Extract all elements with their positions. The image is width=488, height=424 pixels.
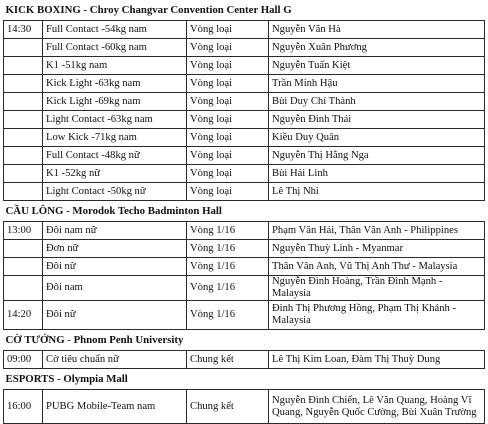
event-cell: Kick Light -63kg nam bbox=[43, 75, 187, 93]
table-row bbox=[4, 21, 485, 39]
round-cell: Vòng loại bbox=[187, 57, 269, 75]
event-cell: Đôi nam nữ bbox=[43, 222, 187, 240]
time-cell bbox=[4, 147, 43, 165]
section-header-kickboxing bbox=[4, 0, 485, 21]
event-cell: Light Contact -50kg nữ bbox=[43, 183, 187, 201]
table-row bbox=[4, 301, 485, 330]
time-cell bbox=[4, 111, 43, 129]
event-cell: Đôi nữ bbox=[43, 301, 187, 330]
round-cell: Vòng loại bbox=[187, 39, 269, 57]
athletes-cell: Nguyễn Xuân Phương bbox=[269, 39, 485, 57]
section-header-badminton bbox=[4, 201, 485, 222]
table-row bbox=[4, 57, 485, 75]
round-cell: Chung kết bbox=[187, 351, 269, 369]
athletes-cell: Lê Thị Kim Loan, Đàm Thị Thuỳ Dung bbox=[269, 351, 485, 369]
round-cell: Vòng loại bbox=[187, 75, 269, 93]
section-title: ESPORTS - Olympia Mall bbox=[4, 369, 485, 390]
athletes-cell: Thân Vân Anh, Vũ Thị Anh Thư - Malaysia bbox=[269, 258, 485, 276]
athletes-cell: Nguyễn Đình Chiến, Lê Văn Quang, Hoàng Vĩ Quang, Nguyễn Quốc Cường, Bùi Xuân Trường bbox=[269, 390, 485, 424]
round-cell: Vòng 1/16 bbox=[187, 276, 269, 301]
time-cell bbox=[4, 165, 43, 183]
round-cell: Vòng 1/16 bbox=[187, 240, 269, 258]
athletes-cell: Trần Minh Hậu bbox=[269, 75, 485, 93]
time-cell bbox=[4, 240, 43, 258]
athletes-cell: Nguyễn Thuỳ Linh - Myanmar bbox=[269, 240, 485, 258]
time-cell bbox=[4, 75, 43, 93]
time-cell bbox=[4, 258, 43, 276]
section-title: KICK BOXING - Chroy Changvar Convention Center Hall G bbox=[4, 0, 485, 21]
athletes-cell: Đinh Thị Phương Hồng, Phạm Thị Khánh - Malaysia bbox=[269, 301, 485, 330]
athletes-cell: Nguyễn Văn Hà bbox=[269, 21, 485, 39]
event-cell: Kick Light -69kg nam bbox=[43, 93, 187, 111]
table-row bbox=[4, 351, 485, 369]
schedule-table bbox=[3, 0, 485, 424]
event-cell: Full Contact -54kg nam bbox=[43, 21, 187, 39]
table-row bbox=[4, 93, 485, 111]
section-title: CẦU LÔNG - Morodok Techo Badminton Hall bbox=[4, 201, 485, 222]
event-cell: Full Contact -60kg nam bbox=[43, 39, 187, 57]
athletes-cell: Bùi Hải Linh bbox=[269, 165, 485, 183]
athletes-cell: Kiều Duy Quân bbox=[269, 129, 485, 147]
round-cell: Vòng loại bbox=[187, 147, 269, 165]
event-cell: Đôi nữ bbox=[43, 258, 187, 276]
event-cell: Đơn nữ bbox=[43, 240, 187, 258]
athletes-cell: Lê Thị Nhi bbox=[269, 183, 485, 201]
event-cell: K1 -52kg nữ bbox=[43, 165, 187, 183]
event-cell: Light Contact -63kg nam bbox=[43, 111, 187, 129]
time-cell: 09:00 bbox=[4, 351, 43, 369]
time-cell bbox=[4, 39, 43, 57]
time-cell bbox=[4, 93, 43, 111]
table-row bbox=[4, 390, 485, 424]
round-cell: Vòng loại bbox=[187, 183, 269, 201]
round-cell: Vòng loại bbox=[187, 21, 269, 39]
event-cell: Cờ tiêu chuẩn nữ bbox=[43, 351, 187, 369]
section-header-chinese-chess bbox=[4, 330, 485, 351]
schedule-sheet bbox=[3, 0, 484, 424]
round-cell: Vòng loại bbox=[187, 111, 269, 129]
time-cell: 13:00 bbox=[4, 222, 43, 240]
round-cell: Vòng loại bbox=[187, 129, 269, 147]
table-row bbox=[4, 240, 485, 258]
section-header-esports bbox=[4, 369, 485, 390]
round-cell: Vòng loại bbox=[187, 165, 269, 183]
table-row bbox=[4, 222, 485, 240]
table-row bbox=[4, 183, 485, 201]
table-row bbox=[4, 258, 485, 276]
round-cell: Vòng loại bbox=[187, 93, 269, 111]
table-row bbox=[4, 276, 485, 301]
time-cell: 16:00 bbox=[4, 390, 43, 424]
time-cell bbox=[4, 276, 43, 301]
athletes-cell: Nguyễn Tuấn Kiệt bbox=[269, 57, 485, 75]
event-cell: Đôi nam bbox=[43, 276, 187, 301]
time-cell bbox=[4, 129, 43, 147]
time-cell bbox=[4, 183, 43, 201]
round-cell: Vòng 1/16 bbox=[187, 258, 269, 276]
event-cell: PUBG Mobile-Team nam bbox=[43, 390, 187, 424]
time-cell: 14:30 bbox=[4, 21, 43, 39]
athletes-cell: Phạm Văn Hải, Thân Vân Anh - Philippines bbox=[269, 222, 485, 240]
round-cell: Vòng 1/16 bbox=[187, 301, 269, 330]
time-cell: 14:20 bbox=[4, 301, 43, 330]
time-cell bbox=[4, 57, 43, 75]
athletes-cell: Nguyễn Thị Hằng Nga bbox=[269, 147, 485, 165]
table-row bbox=[4, 147, 485, 165]
table-row bbox=[4, 129, 485, 147]
section-title: CỜ TƯỚNG - Phnom Penh University bbox=[4, 330, 485, 351]
table-row bbox=[4, 39, 485, 57]
table-row bbox=[4, 111, 485, 129]
event-cell: K1 -51kg nam bbox=[43, 57, 187, 75]
table-row bbox=[4, 75, 485, 93]
athletes-cell: Nguyễn Đình Thái bbox=[269, 111, 485, 129]
athletes-cell: Bùi Duy Chí Thành bbox=[269, 93, 485, 111]
event-cell: Full Contact -48kg nữ bbox=[43, 147, 187, 165]
event-cell: Low Kick -71kg nam bbox=[43, 129, 187, 147]
athletes-cell: Nguyễn Đình Hoàng, Trần Đình Mạnh - Malaysia bbox=[269, 276, 485, 301]
round-cell: Vòng 1/16 bbox=[187, 222, 269, 240]
round-cell: Chung kết bbox=[187, 390, 269, 424]
table-row bbox=[4, 165, 485, 183]
